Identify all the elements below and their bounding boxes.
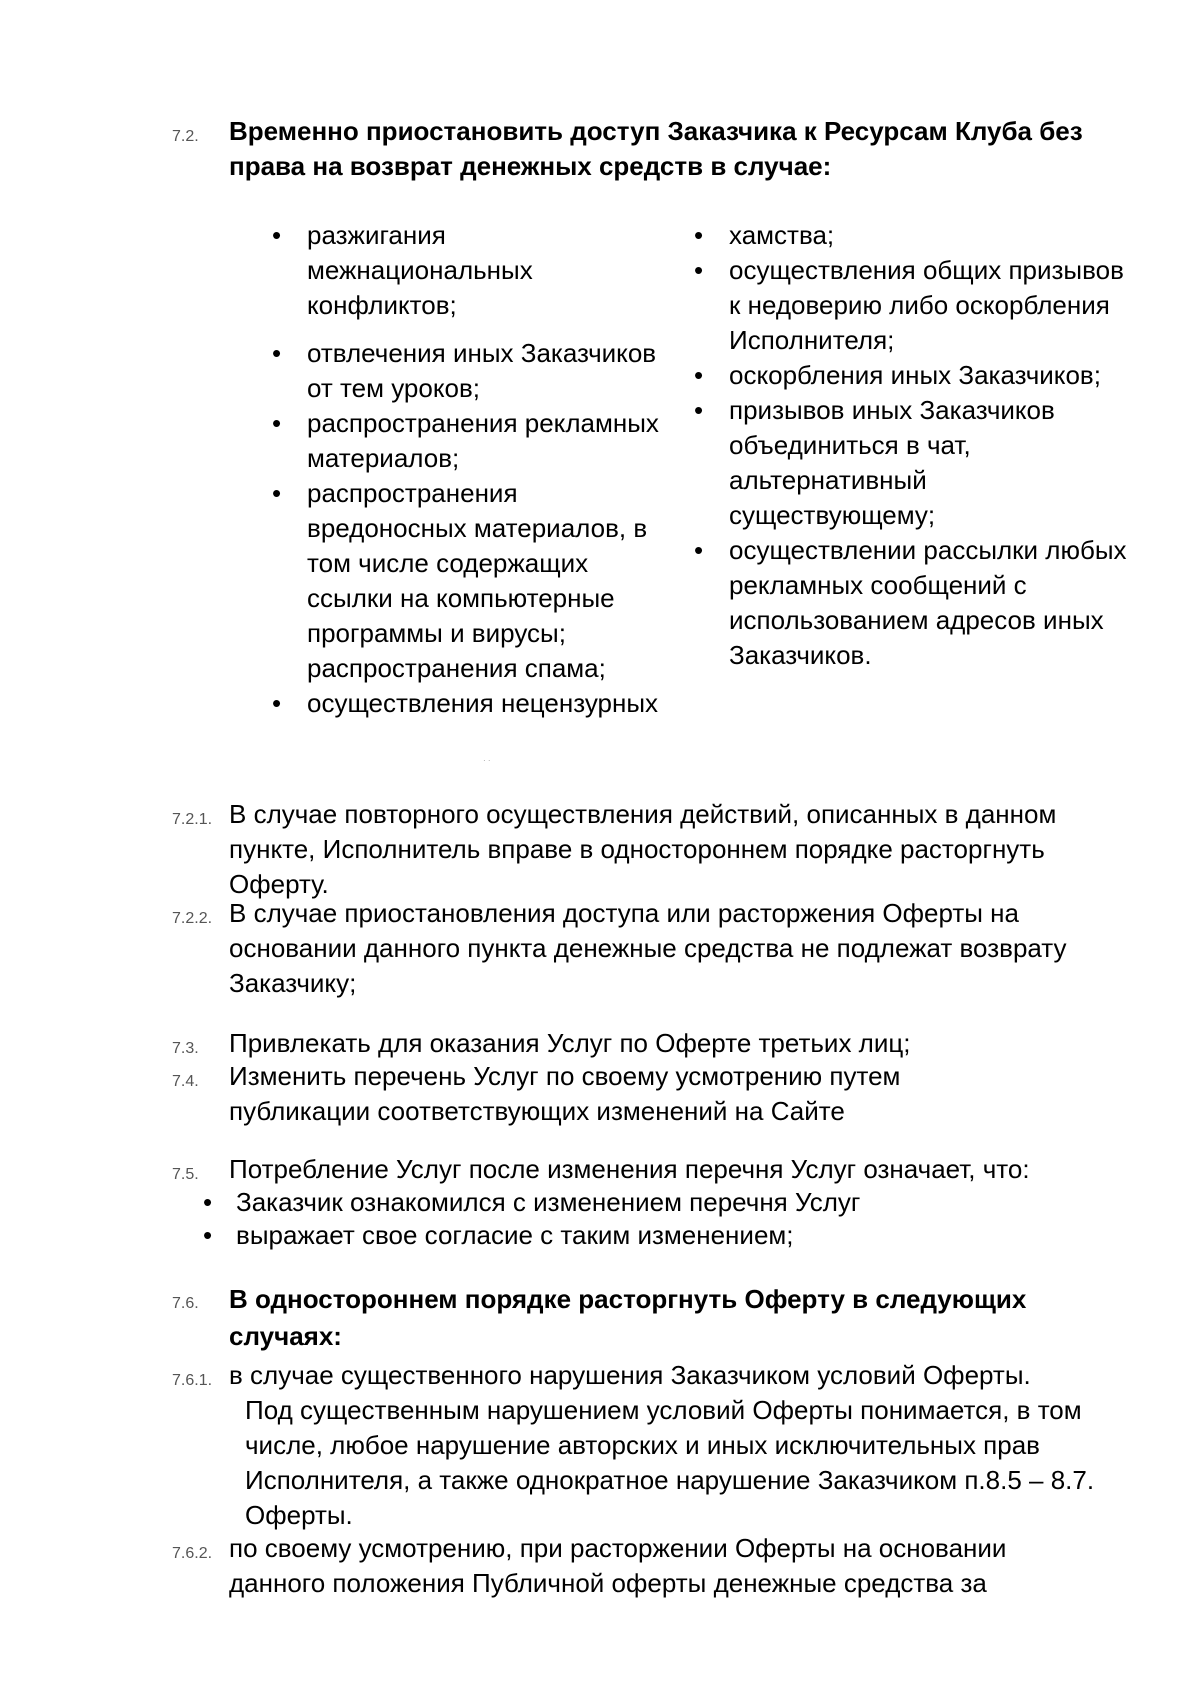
section-number-7-3: 7.3.: [172, 1040, 199, 1057]
section-number-7-6: 7.6.: [172, 1295, 199, 1312]
section-number-7-5: 7.5.: [172, 1166, 199, 1183]
bullet-item: • разжигания межнациональных конфликтов;: [272, 218, 672, 323]
section-number-7-6-1: 7.6.1.: [172, 1372, 213, 1389]
section-heading-7-2: Временно приостановить доступ Заказчика к Ресурсам Клуба без права на возврат денежных средств в случае:: [229, 116, 1083, 181]
section-text-7-6-1-first-line: в случае существенного нарушения Заказчиком условий Оферты.: [229, 1360, 1031, 1390]
section-number-7-2-1: 7.2.1.: [172, 811, 213, 828]
bullet-item: • осуществлении рассылки любых рекламных сообщений с использованием адресов иных Заказчиков.: [694, 533, 1134, 673]
section-text-7-3: Привлекать для оказания Услуг по Оферте третьих лиц;: [229, 1028, 911, 1058]
section-heading-7-6: В одностороннем порядке расторгнуть Оферту в следующих случаях:: [229, 1284, 1027, 1351]
section-number-7-4: 7.4.: [172, 1073, 199, 1090]
section-text-7-6-2: по своему усмотрению, при расторжении Оферты на основании данного положения Публичной оферты денежные средства за: [229, 1533, 1007, 1598]
bullet-column-right: [694, 218, 1134, 673]
section-text-7-2-2: В случае приостановления доступа или расторжения Оферты на основании данного пункта денежные средства не подлежат возврату Заказчику;: [229, 898, 1067, 998]
bullet-item: • Заказчик ознакомился с изменением перечня Услуг: [203, 1186, 1103, 1219]
section-text-7-6-1-continuation: Под существенным нарушением условий Оферты понимается, в том числе, любое нарушение авторских и иных исключительных прав Исполнителя, а также однократное нарушение Заказчиком п.8.5 – 8.7. Оферты.: [245, 1395, 1095, 1530]
bullet-item: • оскорбления иных Заказчиков;: [694, 358, 1134, 393]
section-number-7-2-2: 7.2.2.: [172, 910, 213, 927]
section-7-5-list: [203, 1186, 1103, 1252]
bullet-item: • призывов иных Заказчиков объединиться в чат, альтернативный существующему;: [694, 393, 1134, 533]
section-text-7-5: Потребление Услуг после изменения перечня Услуг означает, что:: [229, 1154, 1030, 1184]
section-text-7-4: Изменить перечень Услуг по своему усмотрению путем публикации соответствующих изменений на Сайте: [229, 1061, 901, 1126]
bullet-item: • осуществления общих призывов к недоверию либо оскорбления Исполнителя;: [694, 253, 1134, 358]
bullet-continuation: распространения спама;: [307, 653, 606, 683]
bullet-item: • распространения рекламных материалов;: [272, 406, 672, 476]
stray-mark: · ·: [483, 756, 491, 765]
bullet-item: • выражает свое согласие с таким изменением;: [203, 1219, 1103, 1252]
bullet-item: • распространения вредоносных материалов, в том числе содержащих ссылки на компьютерные программы и вирусы;: [272, 476, 672, 651]
bullet-item: • хамства;: [694, 218, 1134, 253]
bullet-column-left: [272, 218, 672, 721]
bullet-item: • осуществления нецензурных: [272, 686, 672, 721]
section-text-7-6-1: [229, 1358, 1129, 1533]
section-number-7-6-2: 7.6.2.: [172, 1545, 213, 1562]
bullet-item: • отвлечения иных Заказчиков от тем уроков;: [272, 336, 672, 406]
section-number-7-2: 7.2.: [172, 128, 199, 145]
section-text-7-2-1: В случае повторного осуществления действий, описанных в данном пункте, Исполнитель вправе в одностороннем порядке расторгнуть Оферту.: [229, 799, 1057, 899]
